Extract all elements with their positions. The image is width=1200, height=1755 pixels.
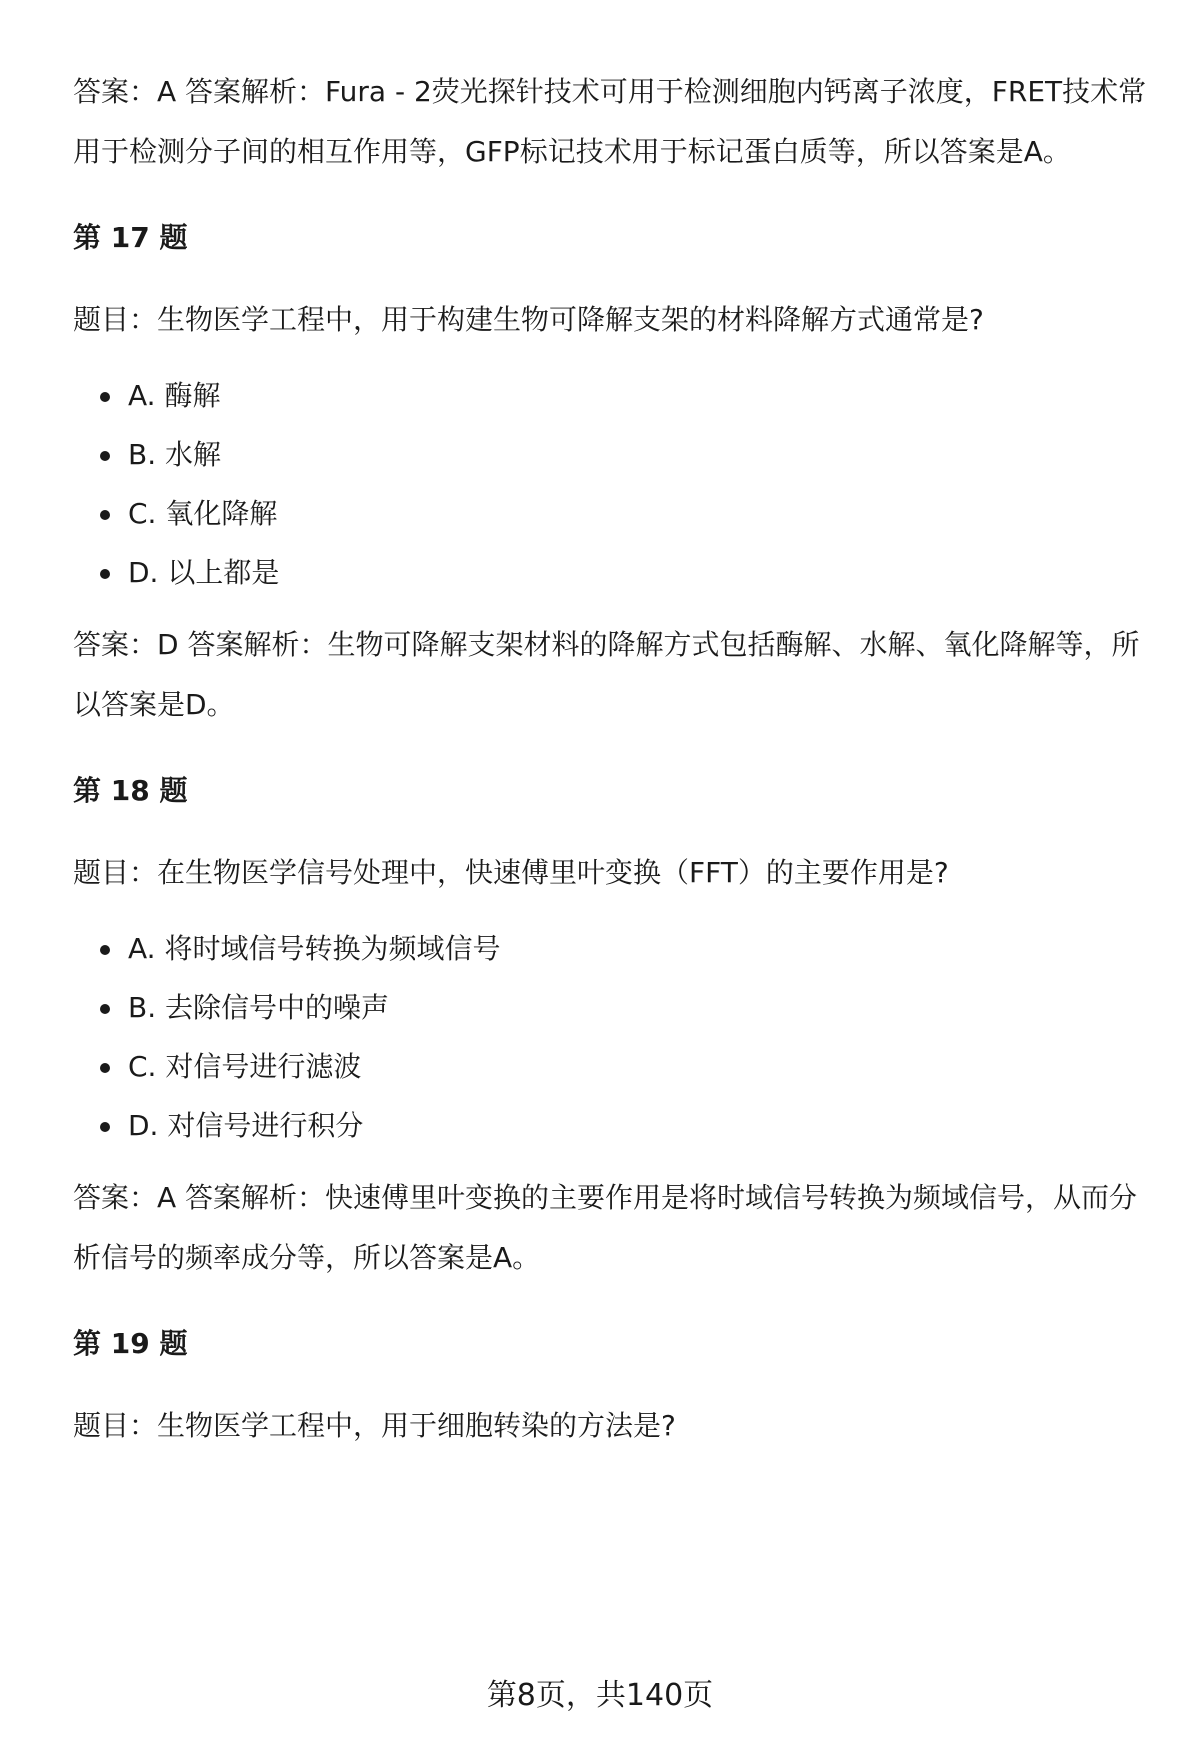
question-text: 题目：在生物医学信号处理中，快速傅里叶变换（FFT）的主要作用是? xyxy=(73,856,949,889)
previous-answer-explanation: 答案：A 答案解析：Fura - 2荧光探针技术可用于检测细胞内钙离子浓度，FRET技术常用于检测分子间的相互作用等，GFP标记技术用于标记蛋白质等，所以答案是A。 xyxy=(73,75,1147,168)
question-text: 题目：生物医学工程中，用于细胞转染的方法是? xyxy=(73,1409,676,1442)
option-item: D. 以上都是 xyxy=(73,553,1153,593)
option-item: D. 对信号进行积分 xyxy=(73,1106,1153,1146)
question-text: 题目：生物医学工程中，用于构建生物可降解支架的材料降解方式通常是? xyxy=(73,303,984,336)
question-heading: 第 19 题 xyxy=(73,1327,188,1360)
option-item: B. 去除信号中的噪声 xyxy=(73,988,1153,1028)
page-number-footer: 第8页，共140页 xyxy=(486,1678,714,1713)
option-list xyxy=(73,929,1153,1146)
option-item: C. 对信号进行滤波 xyxy=(73,1047,1153,1087)
option-list xyxy=(73,376,1153,593)
question-block-18 xyxy=(73,771,1153,1288)
question-block-17 xyxy=(73,218,1153,735)
document-page xyxy=(73,62,1153,1456)
answer-explanation: 答案：A 答案解析：快速傅里叶变换的主要作用是将时域信号转换为频域信号，从而分析信号的频率成分等，所以答案是A。 xyxy=(73,1181,1138,1274)
option-item: C. 氧化降解 xyxy=(73,494,1153,534)
option-item: A. 将时域信号转换为频域信号 xyxy=(73,929,1153,969)
question-heading: 第 17 题 xyxy=(73,221,188,254)
option-item: A. 酶解 xyxy=(73,376,1153,416)
answer-explanation: 答案：D 答案解析：生物可降解支架材料的降解方式包括酶解、水解、氧化降解等，所以答案是D。 xyxy=(73,628,1140,721)
question-block-19 xyxy=(73,1324,1153,1456)
question-heading: 第 18 题 xyxy=(73,774,188,807)
option-item: B. 水解 xyxy=(73,435,1153,475)
